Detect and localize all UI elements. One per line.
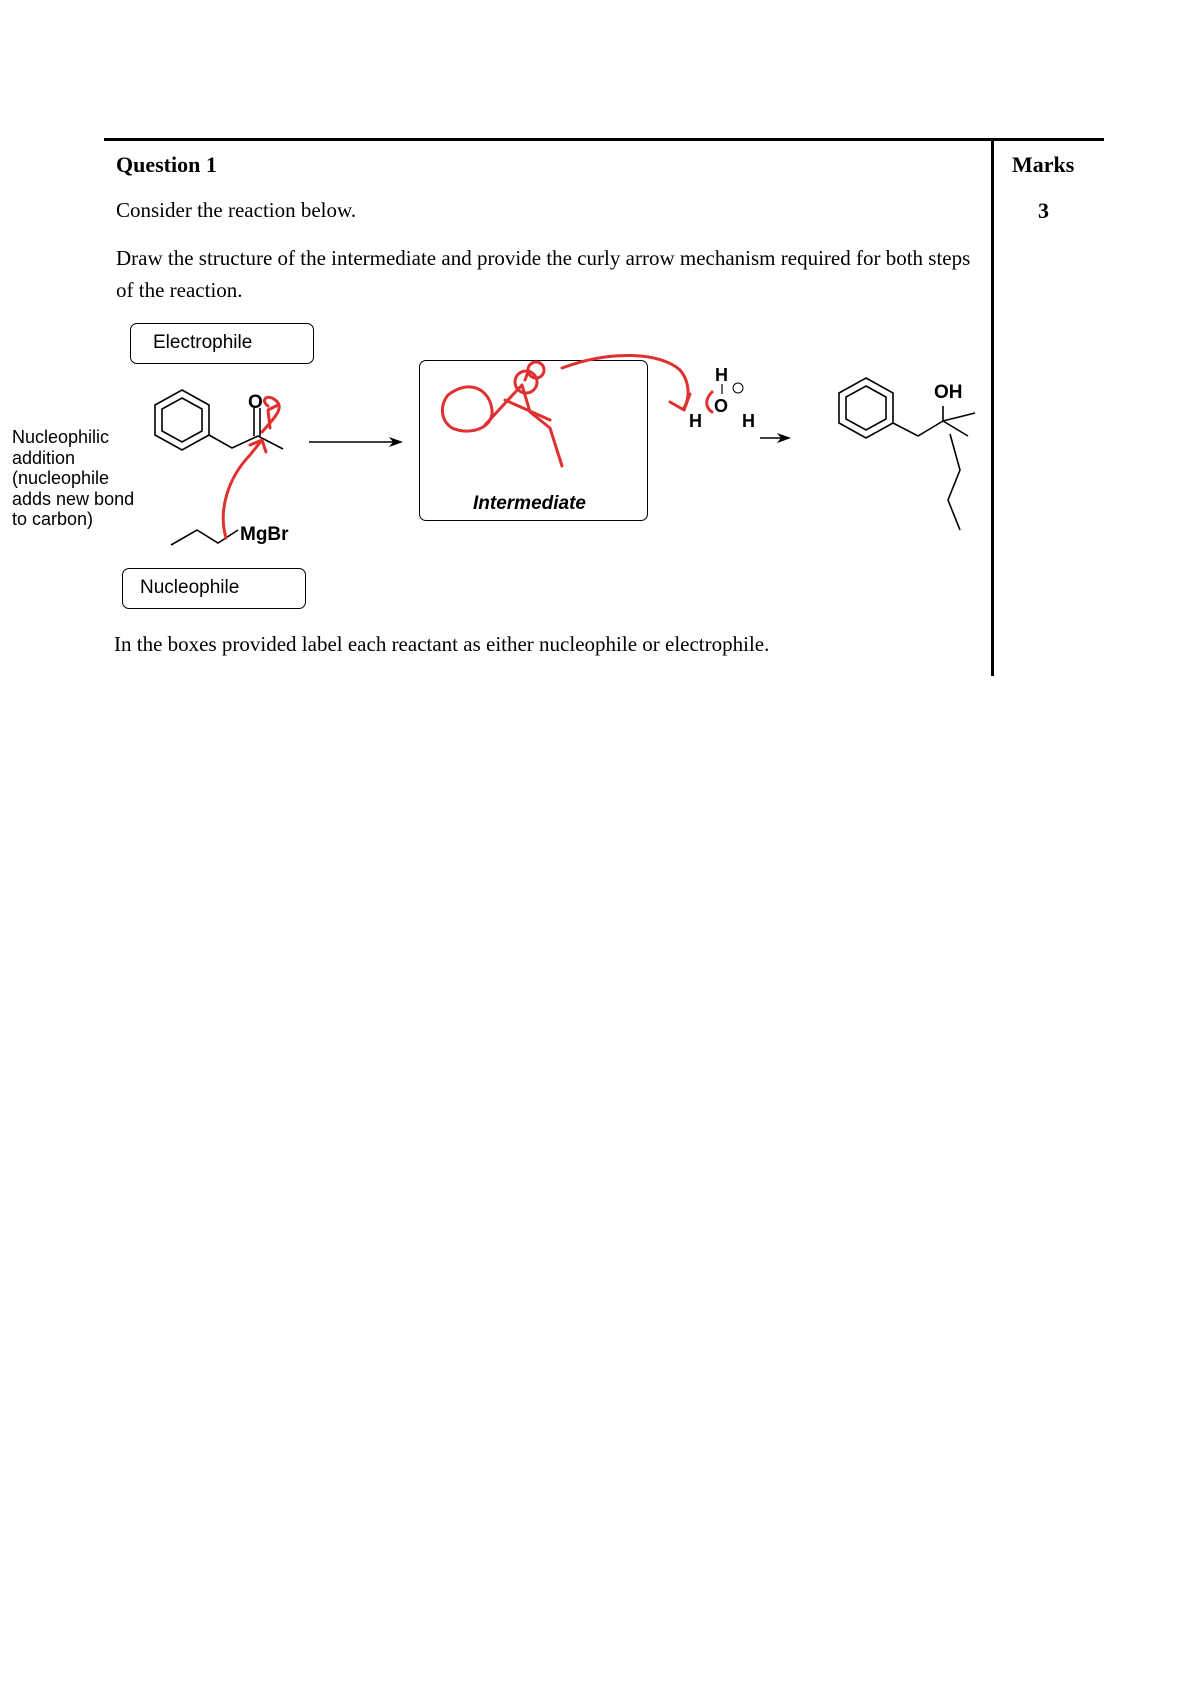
marks-value: 3 bbox=[1038, 198, 1049, 223]
ketone-oxygen: O bbox=[248, 392, 263, 413]
reaction-scheme bbox=[0, 0, 1200, 700]
product-oh: OH bbox=[934, 382, 963, 403]
marks-heading: Marks bbox=[1012, 152, 1075, 177]
propyl-chain bbox=[171, 530, 238, 545]
positive-charge-icon bbox=[733, 383, 743, 393]
question-instruction: Draw the structure of the intermediate and provide the curly arrow mechanism required for both steps of the reaction. bbox=[116, 246, 971, 302]
water-oxygen: O bbox=[714, 396, 729, 416]
nucleophile-label-box[interactable]: Nucleophile bbox=[122, 568, 306, 609]
question-title: Question 1 bbox=[116, 152, 217, 177]
drawn-chain-intermediate bbox=[485, 385, 562, 466]
nucleophilic-addition-note: Nucleophilic addition (nucleophile adds new bond to carbon) bbox=[12, 427, 135, 529]
grignard-mgbr: MgBr bbox=[240, 524, 289, 545]
question-footer: In the boxes provided label each reactant as either nucleophile or electrophile. bbox=[114, 632, 770, 656]
electrophile-label-box[interactable]: Electrophile bbox=[130, 323, 314, 364]
intermediate-label: Intermediate bbox=[473, 493, 586, 514]
handwritten-annotations bbox=[223, 355, 712, 538]
water-h-left: H bbox=[689, 411, 702, 431]
water-h-right: H bbox=[742, 411, 755, 431]
water-h-top: H bbox=[715, 365, 728, 385]
curly-arrow-protonation bbox=[562, 355, 688, 408]
question-intro: Consider the reaction below. bbox=[116, 198, 357, 222]
